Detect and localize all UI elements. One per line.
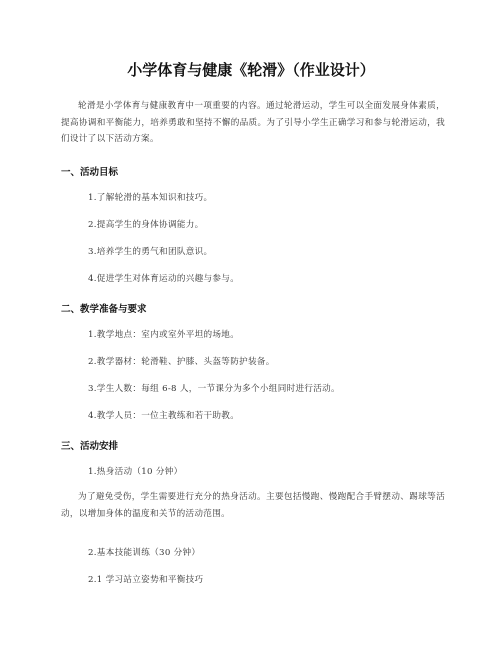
list-item: 4.教学人员：一位主教练和若干助教。 <box>88 411 240 421</box>
list-item: 3.培养学生的勇气和团队意识。 <box>88 247 213 257</box>
list-item: 2.提高学生的身体协调能力。 <box>88 220 204 230</box>
section-heading-preparation: 二、教学准备与要求 <box>61 304 147 315</box>
list-item: 4.促进学生对体育运动的兴趣与参与。 <box>88 274 240 284</box>
subsection-item-standing-balance: 2.1 学习站立姿势和平衡技巧 <box>88 575 204 585</box>
subsection-title-warmup: 1.热身活动（10 分钟） <box>88 467 183 477</box>
section-heading-goals: 一、活动目标 <box>61 167 119 178</box>
document-title: 小学体育与健康《轮滑》（作业设计） <box>127 61 375 79</box>
section-heading-schedule: 三、活动安排 <box>61 441 119 452</box>
list-item: 1.了解轮滑的基本知识和技巧。 <box>88 193 213 203</box>
warmup-paragraph: 为了避免受伤，学生需要进行充分的热身活动。主要包括慢跑、慢跑配合手臂摆动、踢球等活动，以增加身体的温度和关节的活动范围。 <box>61 492 445 519</box>
list-item: 3.学生人数：每组 6-8 人，一节课分为多个小组同时进行活动。 <box>88 384 340 394</box>
intro-paragraph: 轮滑是小学体育与健康教育中一项重要的内容。通过轮滑运动，学生可以全面发展身体素质，提高协调和平衡能力，培养勇敢和坚持不懈的品质。为了引导小学生正确学习和参与轮滑运动，我们设计了以下活动方案。 <box>61 101 445 145</box>
subsection-title-basic-skills: 2.基本技能训练（30 分钟） <box>88 548 201 558</box>
list-item: 1.教学地点：室内或室外平坦的场地。 <box>88 330 240 340</box>
list-item: 2.教学器材：轮滑鞋、护膝、头盔等防护装备。 <box>88 357 275 367</box>
